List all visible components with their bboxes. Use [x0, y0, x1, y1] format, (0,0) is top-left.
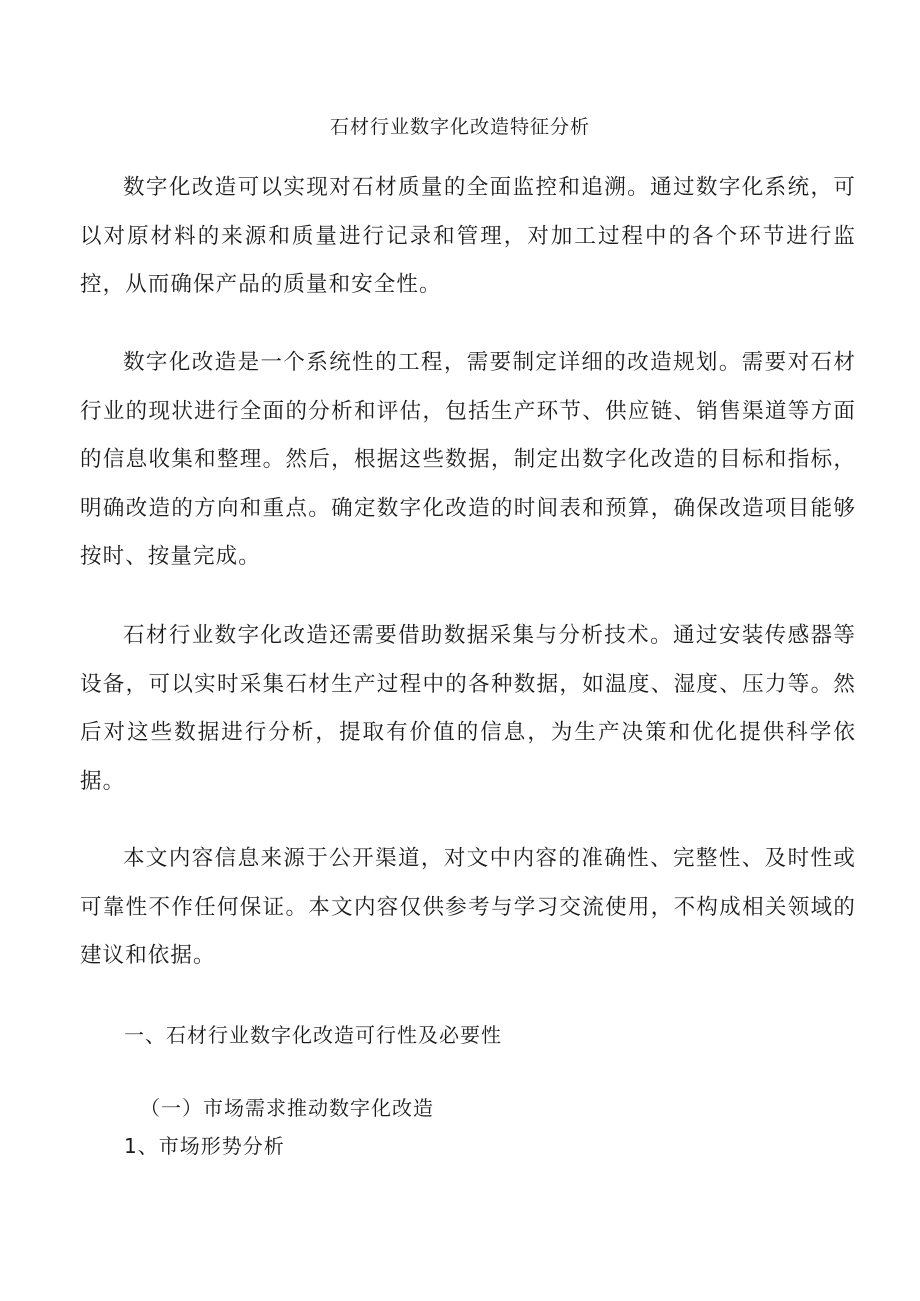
document-title: 石材行业数字化改造特征分析	[329, 116, 590, 138]
paragraph-transformation-planning: 数字化改造是一个系统性的工程，需要制定详细的改造规划。需要对石材行业的现状进行全面的分析和评估，包括生产环节、供应链、销售渠道等方面的信息收集和整理。然后，根据这些数据，制定出数字化改造的目标和指标，明确改造的方向和重点。确定数字化改造的时间表和预算，确保改造项目能够按时、按量完成。	[80, 350, 856, 569]
section-heading: 一、石材行业数字化改造可行性及必要性	[124, 1023, 502, 1047]
item-heading: 1、市场形势分析	[124, 1134, 285, 1158]
paragraph-data-collection: 石材行业数字化改造还需要借助数据采集与分析技术。通过安装传感器等设备，可以实时采集石材生产过程中的各种数据，如温度、湿度、压力等。然后对这些数据进行分析，提取有价值的信息，为生产决策和优化提供科学依据。	[80, 623, 856, 794]
paragraph-quality-traceability: 数字化改造可以实现对石材质量的全面监控和追溯。通过数字化系统，可以对原材料的来源和质量进行记录和管理，对加工过程中的各个环节进行监控，从而确保产品的质量和安全性。	[80, 175, 856, 297]
paragraph-disclaimer: 本文内容信息来源于公开渠道，对文中内容的准确性、完整性、及时性或可靠性不作任何保证。本文内容仅供参考与学习交流使用，不构成相关领域的建议和依据。	[80, 846, 856, 968]
subsection-heading: （一）市场需求推动数字化改造	[140, 1096, 434, 1120]
